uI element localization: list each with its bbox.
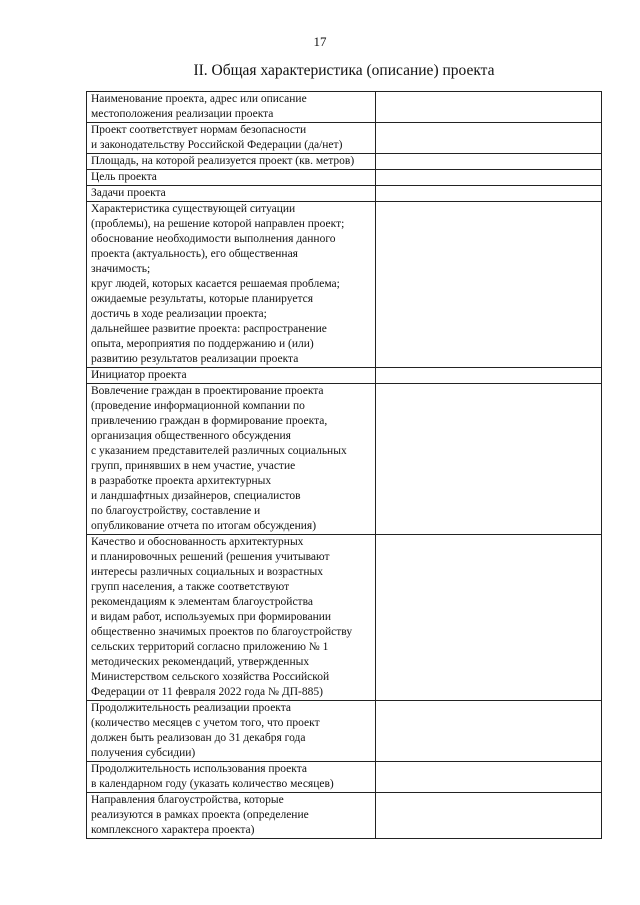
row-label: Характеристика существующей ситуации (проблемы), на решение которой направлен проект; обоснование необходимости выполнения данного проекта (актуальность), его общественная значимость; круг людей, которых касается решаемая проблема; ожидаемые результаты, которые планируется достичь в ходе реализации проекта; дальнейшее развитие проекта: распространение опыта, мероприятия по поддержанию и (или) развитию результатов реализации проекта bbox=[87, 202, 376, 368]
row-label: Задачи проекта bbox=[87, 186, 376, 202]
row-value-cell[interactable] bbox=[376, 186, 602, 202]
table-row bbox=[87, 793, 602, 839]
table-row bbox=[87, 701, 602, 762]
row-value-cell[interactable] bbox=[376, 154, 602, 170]
row-value-cell[interactable] bbox=[376, 92, 602, 123]
row-value-cell[interactable] bbox=[376, 123, 602, 154]
project-description-table-body bbox=[87, 92, 602, 839]
row-value-cell[interactable] bbox=[376, 701, 602, 762]
row-value-cell[interactable] bbox=[376, 793, 602, 839]
table-row bbox=[87, 368, 602, 384]
row-label: Проект соответствует нормам безопасности и законодательству Российской Федерации (да/нет) bbox=[87, 123, 376, 154]
row-label: Инициатор проекта bbox=[87, 368, 376, 384]
table-row bbox=[87, 123, 602, 154]
table-row bbox=[87, 92, 602, 123]
row-label: Продолжительность реализации проекта (количество месяцев с учетом того, что проект должен быть реализован до 31 декабря года получения субсидии) bbox=[87, 701, 376, 762]
table-row bbox=[87, 762, 602, 793]
project-description-table bbox=[86, 91, 602, 839]
row-value-cell[interactable] bbox=[376, 368, 602, 384]
table-row bbox=[87, 535, 602, 701]
row-label: Качество и обоснованность архитектурных и планировочных решений (решения учитывают интересы различных социальных и возрастных групп населения, а также соответствуют рекомендациям к элементам благоустройства и видам работ, используемых при формировании общественно значимых проектов по благоустройству сельских территорий согласно приложению № 1 методических рекомендаций, утвержденных Министерством сельского хозяйства Российской Федерации от 11 февраля 2022 года № ДП-885) bbox=[87, 535, 376, 701]
row-value-cell[interactable] bbox=[376, 384, 602, 535]
row-label: Вовлечение граждан в проектирование проекта (проведение информационной компании по привлечению граждан в формирование проекта, организация общественного обсуждения с указанием представителей различных социальных групп, принявших в нем участие, участие в разработке проекта архитектурных и ландшафтных дизайнеров, специалистов по благоустройству, составление и опубликование отчета по итогам обсуждения) bbox=[87, 384, 376, 535]
row-label: Продолжительность использования проекта в календарном году (указать количество месяцев) bbox=[87, 762, 376, 793]
row-value-cell[interactable] bbox=[376, 170, 602, 186]
section-title: II. Общая характеристика (описание) проекта bbox=[193, 62, 495, 79]
row-value-cell[interactable] bbox=[376, 762, 602, 793]
row-value-cell[interactable] bbox=[376, 535, 602, 701]
row-value-cell[interactable] bbox=[376, 202, 602, 368]
row-label: Цель проекта bbox=[87, 170, 376, 186]
row-label: Площадь, на которой реализуется проект (кв. метров) bbox=[87, 154, 376, 170]
row-label: Направления благоустройства, которые реализуются в рамках проекта (определение комплексного характера проекта) bbox=[87, 793, 376, 839]
table-row bbox=[87, 170, 602, 186]
page-number: 17 bbox=[313, 34, 327, 49]
row-label: Наименование проекта, адрес или описание местоположения реализации проекта bbox=[87, 92, 376, 123]
table-row bbox=[87, 384, 602, 535]
table-row bbox=[87, 186, 602, 202]
table-row bbox=[87, 154, 602, 170]
table-row bbox=[87, 202, 602, 368]
